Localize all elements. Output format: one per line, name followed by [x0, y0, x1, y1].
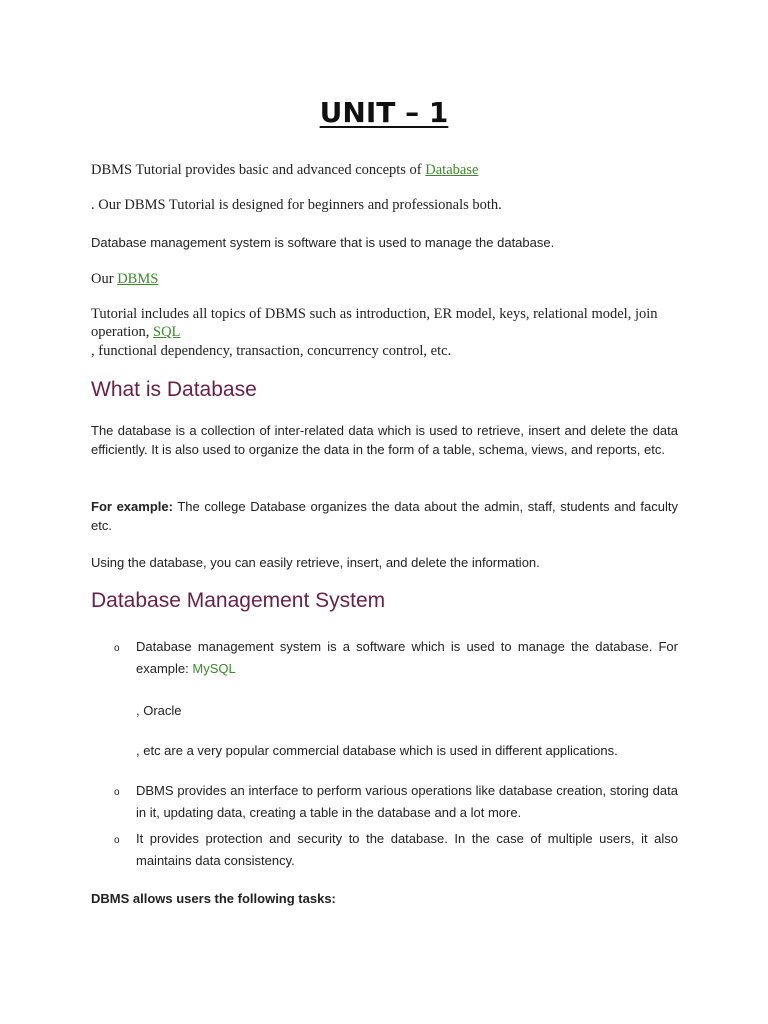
- bullet-item-3: It provides protection and security to the database. In the case of multiple users, it also maintains data consistency.: [136, 831, 678, 868]
- intro-paragraph-3: Database management system is software that is used to manage the database.: [91, 235, 555, 250]
- dbms-link[interactable]: DBMS: [117, 271, 159, 287]
- database-definition-paragraph: The database is a collection of inter-related data which is used to retrieve, insert and delete the data efficiently. It is also used to organize the data in the form of a table, schema, views, and reports, etc.: [91, 423, 678, 457]
- page-title: UNIT – 1: [319, 96, 449, 129]
- intro-text-5: Tutorial includes all topics of DBMS such as introduction, ER model, keys, relational model, join operation,: [91, 306, 658, 340]
- intro-paragraph-5: [91, 305, 671, 341]
- sql-link[interactable]: SQL: [153, 324, 181, 340]
- bullet-1-text: Database management system is a software which is used to manage the database. For example:: [136, 639, 678, 676]
- intro-text-1: DBMS Tutorial provides basic and advanced concepts of: [91, 162, 426, 178]
- example-text: The college Database organizes the data about the admin, staff, students and faculty etc.: [91, 499, 678, 533]
- intro-paragraph-6: , functional dependency, transaction, concurrency control, etc.: [91, 343, 452, 359]
- bullet-item-2: DBMS provides an interface to perform various operations like database creation, storing data in it, updating data, creating a table in the database and a lot more.: [136, 783, 678, 820]
- heading-what-is-database: What is Database: [91, 378, 257, 401]
- bullet-marker-2: o: [114, 787, 120, 798]
- tasks-label: DBMS allows users the following tasks:: [91, 891, 336, 906]
- heading-dbms: Database Management System: [91, 589, 386, 612]
- mysql-link[interactable]: MySQL: [192, 661, 236, 676]
- database-link[interactable]: Database: [425, 162, 479, 178]
- bullet-marker-3: o: [114, 835, 120, 846]
- oracle-link[interactable]: , Oracle: [136, 703, 182, 718]
- example-paragraph: [91, 497, 678, 535]
- bullet-1-continuation: , etc are a very popular commercial database which is used in different applications.: [136, 743, 618, 758]
- intro-paragraph-1: [91, 161, 678, 179]
- intro-paragraph-2: . Our DBMS Tutorial is designed for beginners and professionals both.: [91, 197, 502, 213]
- bullet-marker-1: o: [114, 643, 120, 654]
- example-label: For example:: [91, 499, 173, 514]
- intro-paragraph-4: [91, 270, 678, 288]
- bullet-item-1: [136, 636, 678, 680]
- intro-text-4: Our: [91, 271, 118, 287]
- using-database-paragraph: Using the database, you can easily retrieve, insert, and delete the information.: [91, 555, 540, 570]
